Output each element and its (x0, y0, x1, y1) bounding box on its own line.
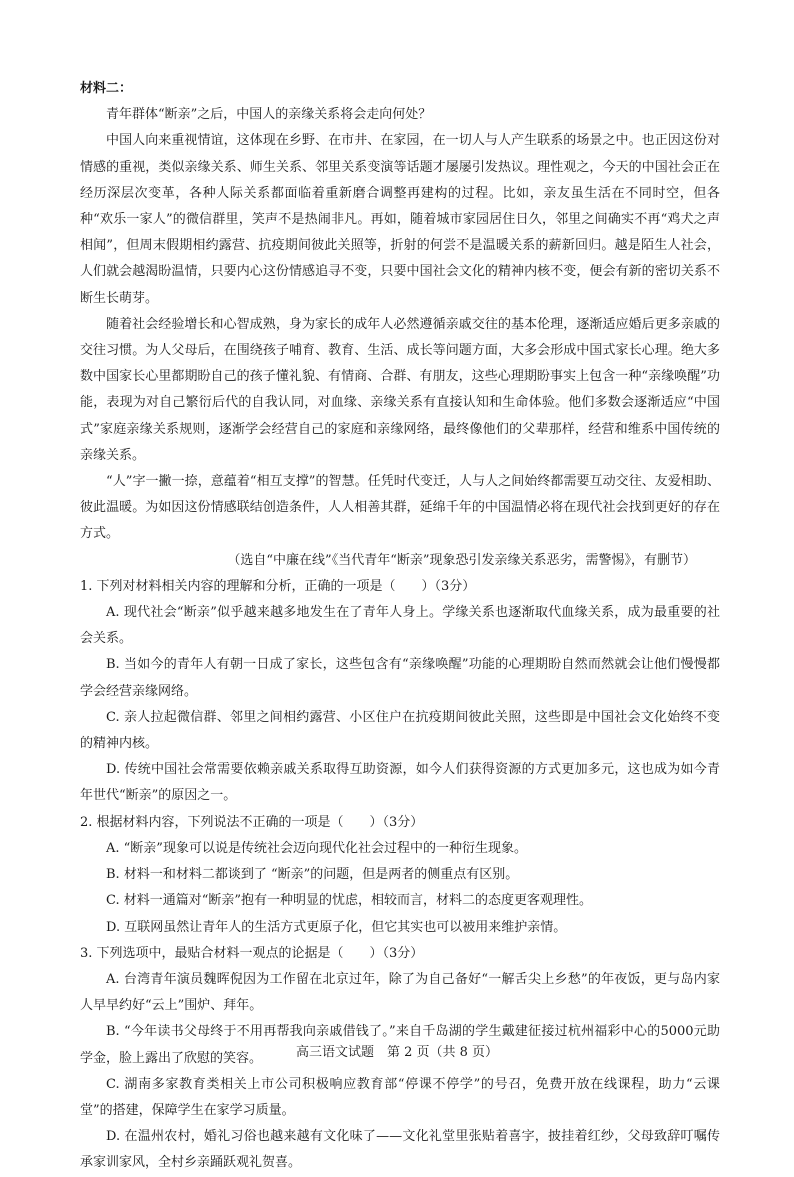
option-a: A. 现代社会“断亲”似乎越来越多地发生在了青年人身上。学缘关系也逐渐取代血缘关系，成为最重要的社会关系。 (80, 605, 720, 647)
source-citation: （选自“中廉在线”《当代青年“断亲”现象恐引发亲缘关系恶劣，需警惕》，有删节） (227, 552, 696, 568)
option-c: C. 湖南多家教育类相关上市公司积极响应教育部“停课不停学”的号召，免费开放在线课程，助力“云课堂”的搭建，保障学生在家学习质量。 (80, 1076, 720, 1118)
option-d: D. 传统中国社会常需要依赖亲戚关系取得互助资源，如今人们获得资源的方式更加多元，这也成为如今青年世代“断亲”的原因之一。 (80, 762, 720, 804)
option-b: B. 材料一和材料二都谈到了 “断亲”的问题，但是两者的侧重点有区别。 (106, 867, 519, 883)
paragraph: 随着社会经验增长和心智成熟，身为家长的成年人必然遵循亲戚交往的基本伦理，逐渐适应婚后更多亲戚的交往习惯。为人父母后，在围绕孩子哺育、教育、生活、成长等问题方面，大多会形成中国式家长心理。绝大多数中国家长心里都期盼自己的孩子懂礼貌、有情商、合群、有朋友，这些心理期盼事实上包含一种“亲缘唤醒”功能，表现为对自己繁衍后代的自我认同，对血缘、亲缘关系有直接认知和生命体验。他们多数会逐渐适应“中国式”家庭亲缘关系规则，逐渐学会经营自己的家庭和亲缘网络，最终像他们的父辈那样，经营和维系中国传统的亲缘关系。 (80, 316, 720, 463)
page-content (80, 76, 720, 1177)
option-d: D. 互联网虽然让青年人的生活方式更原子化，但它其实也可以被用来维护亲情。 (106, 919, 567, 935)
question-stem: 1. 下列对材料相关内容的理解和分析，正确的一项是（ ）（3分） (80, 578, 476, 594)
page-footer: 高三语文试题 第 2 页（共 8 页） (295, 1045, 499, 1060)
option-b: B. 当如今的青年人有朝一日成了家长，这些包含有“亲缘唤醒”功能的心理期盼自然而然就会让他们慢慢都学会经营亲缘网络。 (80, 657, 720, 699)
option-d: D. 在温州农村，婚礼习俗也越来越有文化味了——文化礼堂里张贴着喜字，披挂着红纱，父母致辞叮嘱传承家训家风，全村乡亲踊跃观礼贺喜。 (80, 1129, 720, 1171)
paragraph: 中国人向来重视情谊，这体现在乡野、在市井、在家园，在一切人与人产生联系的场景之中。也正因这份对情感的重视，类似亲缘关系、师生关系、邻里关系变演等话题才屡屡引发热议。理性观之，今天的中国社会正在经历深层次变革，各种人际关系都面临着重新磨合调整再建构的过程。比如，亲友虽生活在不同时空，但各种“欢乐一家人”的微信群里，笑声不是热闹非凡。再如，随着城市家园居住日久，邻里之间确实不再“鸡犬之声相闻”，但周末假期相约露营、抗疫期间彼此关照等，折射的何尝不是温暖关系的薪新回归。越是陌生人社会，人们就会越渴盼温情，只要内心这份情感追寻不变，只要中国社会文化的精神内核不变，便会有新的密切关系不断生长萌芽。 (80, 133, 720, 306)
question-1 (80, 574, 720, 810)
option-a: A. “断亲”现象可以说是传统社会迈向现代化社会过程中的一种衍生现象。 (106, 840, 527, 856)
option-c: C. 亲人拉起微信群、邻里之间相约露营、小区住户在抗疫期间彼此关照，这些即是中国社会文化始终不变的精神内核。 (80, 709, 720, 752)
question-stem: 2. 根据材料内容，下列说法不正确的一项是（ ）（3分） (80, 814, 424, 830)
paragraph-question-lead: 青年群体“断亲”之后，中国人的亲缘关系将会走向何处？ (106, 107, 432, 123)
option-c: C. 材料一通篇对“断亲”抱有一种明显的忧虑，相较而言，材料二的态度更客观理性。 (106, 893, 593, 909)
paragraph: “人”字一撇一捺，意蕴着“相互支撑”的智慧。任凭时代变迁，人与人之间始终都需要互动交往、友爱相助、彼此温暖。为如因这份情感联结创造条件，人人相善其群，延绵千年的中国温情必将在现代社会找到更好的存在方式。 (80, 474, 720, 542)
option-b: B. “今年读书父母终于不用再帮我向亲戚借钱了。”来自千岛湖的学生戴建征接过杭州福彩中心的5000元助学金，脸上露出了欣慰的笑容。 (80, 1024, 720, 1066)
question-2 (80, 810, 720, 941)
section-title: 材料二： (80, 81, 133, 96)
option-a: A. 台湾青年演员魏晖倪因为工作留在北京过年，除了为自己备好“一解舌尖上乡愁”的年夜饭，更与岛内家人早早约好“云上”围炉、拜年。 (80, 971, 720, 1014)
question-stem: 3. 下列选项中，最贴合材料一观点的论据是（ ）（3分） (80, 945, 424, 961)
